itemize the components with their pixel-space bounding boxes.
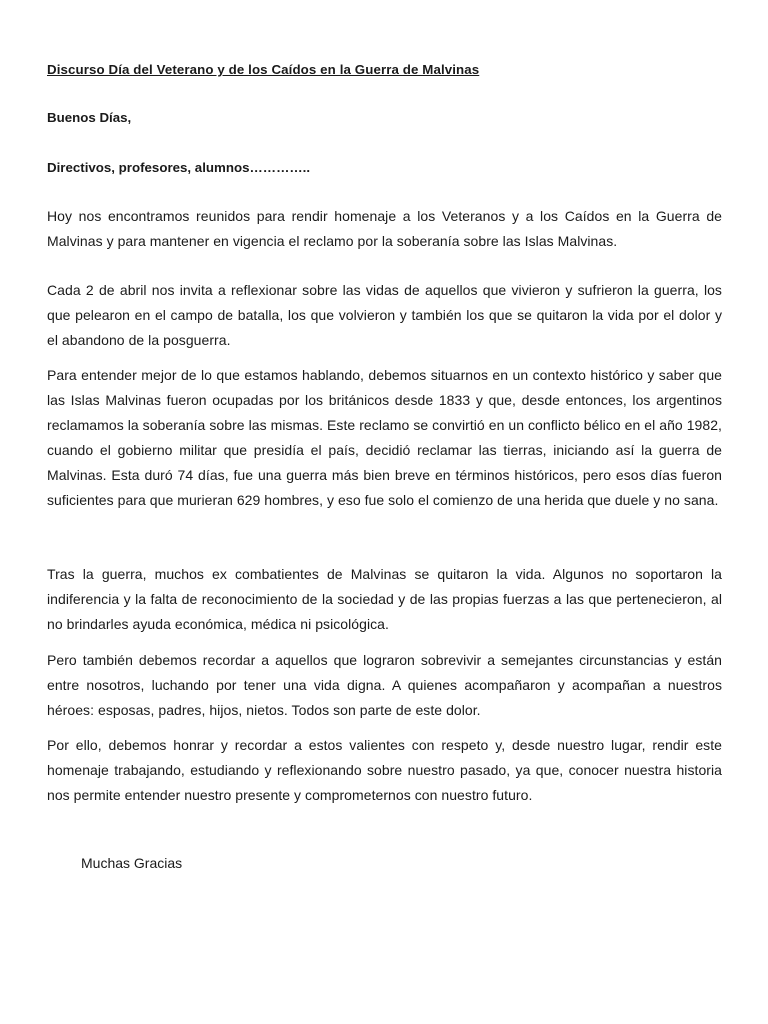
- document-page: [47, 0, 722, 1024]
- greeting: Buenos Días,: [47, 110, 132, 125]
- paragraph-conclusion: Por ello, debemos honrar y recordar a estos valientes con respeto y, desde nuestro lugar, rendir este homenaje trabajando, estudiando y reflexionando sobre nuestro pasado, ya que, conocer nuestra historia nos permite entender nuestro presente y comprometernos con nuestro futuro.: [47, 737, 722, 803]
- document-title: Discurso Día del Veterano y de los Caídos en la Guerra de Malvinas: [47, 62, 480, 77]
- paragraph-history: Para entender mejor de lo que estamos hablando, debemos situarnos en un contexto histórico y saber que las Islas Malvinas fueron ocupadas por los británicos desde 1833 y que, desde entonces, los argentinos reclamamos la soberanía sobre las mismas. Este reclamo se convirtió en un conflicto bélico en el año 1982, cuando el gobierno militar que presidía el país, decidió reclamar las tierras, iniciando así la guerra de Malvinas. Esta duró 74 días, fue una guerra más bien breve en términos históricos, pero esos días fueron suficientes para que murieran 629 hombres, y eso fue solo el comienzo de una herida que duele y no sana.: [47, 367, 722, 508]
- paragraph-april-2: Cada 2 de abril nos invita a reflexionar sobre las vidas de aquellos que vivieron y sufrieron la guerra, los que pelearon en el campo de batalla, los que volvieron y también los que se quitaron la vida por el dolor y el abandono de la posguerra.: [47, 282, 722, 348]
- addressees: Directivos, profesores, alumnos…………..: [47, 160, 311, 175]
- paragraph-survivors: Pero también debemos recordar a aquellos que lograron sobrevivir a semejantes circunstancias y están entre nosotros, luchando por tener una vida digna. A quienes acompañaron y acompañan a nuestros héroes: esposas, padres, hijos, nietos. Todos son parte de este dolor.: [47, 652, 722, 718]
- paragraph-post-war: Tras la guerra, muchos ex combatientes de Malvinas se quitaron la vida. Algunos no soportaron la indiferencia y la falta de reconocimiento de la sociedad y de las propias fuerzas a las que pertenecieron, al no brindarles ayuda económica, médica ni psicológica.: [47, 566, 722, 632]
- closing-thanks: Muchas Gracias: [81, 855, 183, 871]
- paragraph-intro: Hoy nos encontramos reunidos para rendir homenaje a los Veteranos y a los Caídos en la Guerra de Malvinas y para mantener en vigencia el reclamo por la soberanía sobre las Islas Malvinas.: [47, 208, 722, 249]
